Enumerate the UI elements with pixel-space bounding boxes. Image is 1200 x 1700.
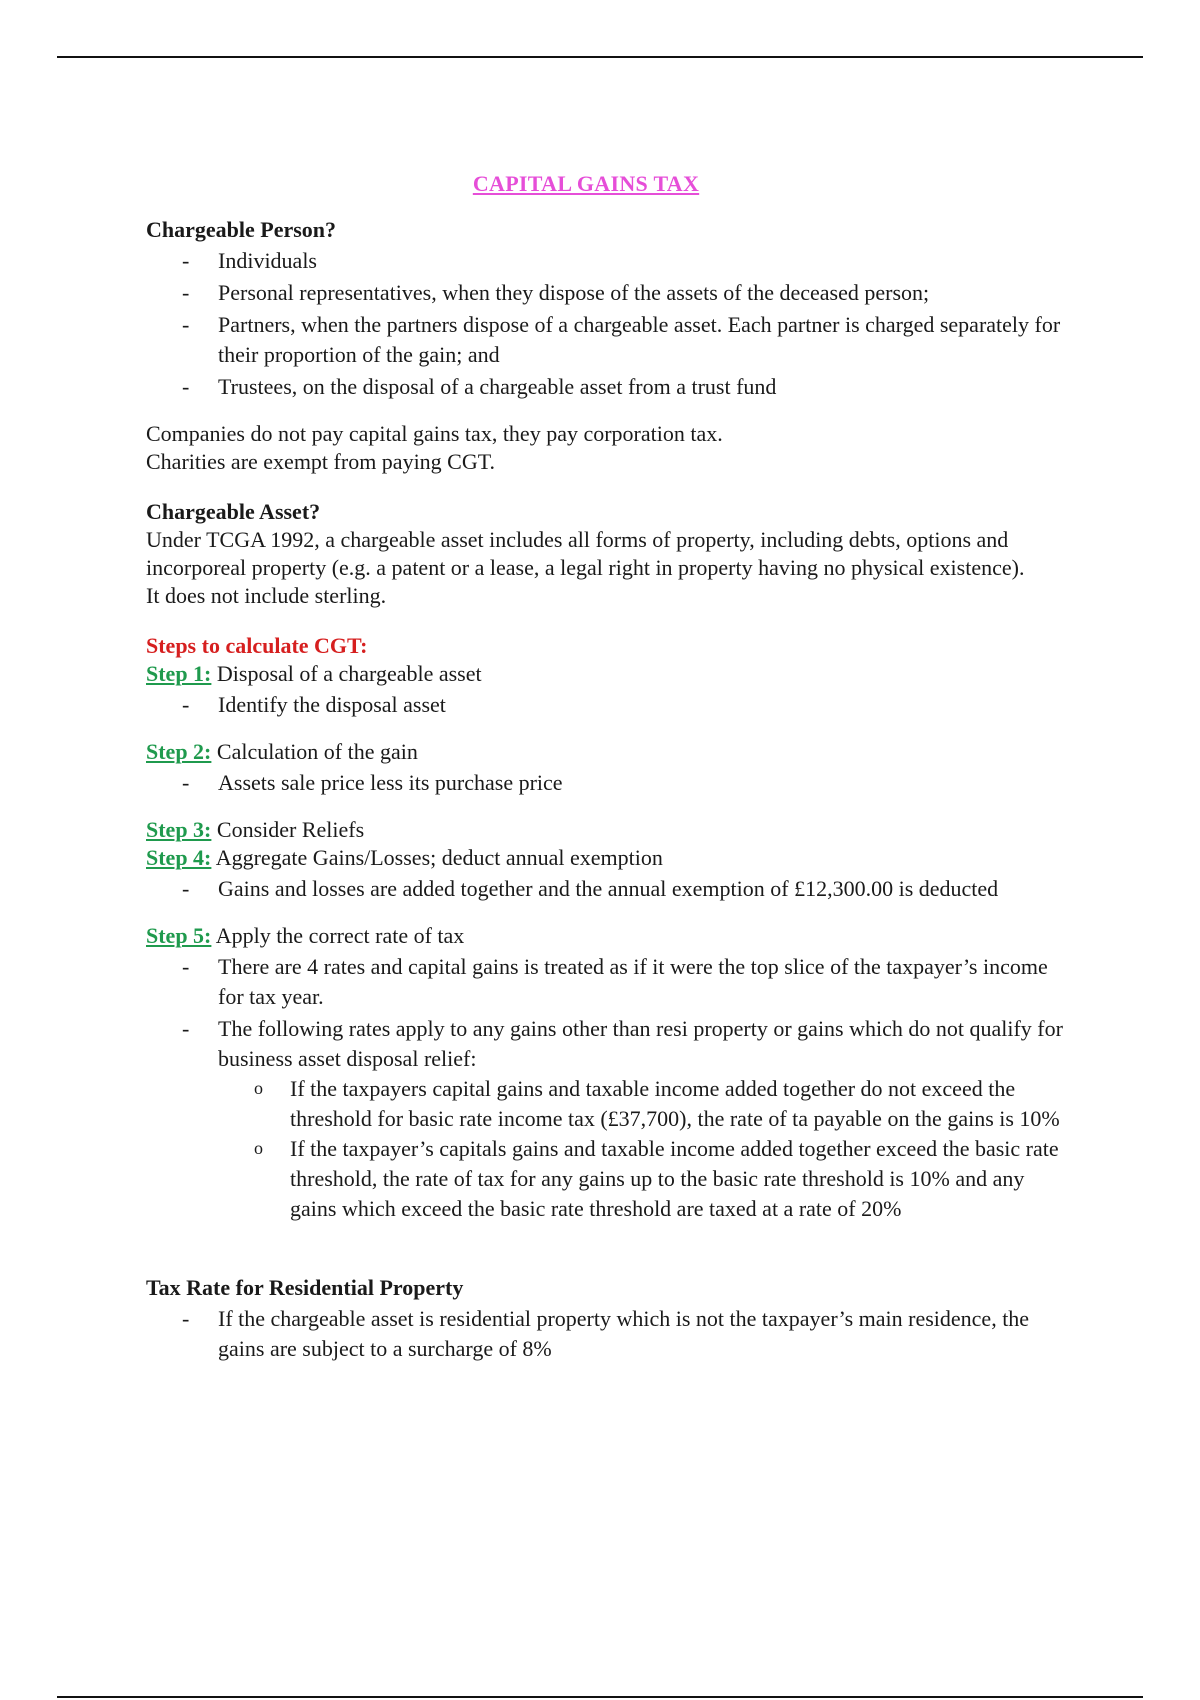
step-5-list [146,952,1066,1224]
charities-note: Charities are exempt from paying CGT. [146,449,496,474]
sublist-item: o If the taxpayers capital gains and taxable income added together do not exceed the threshold for basic rate income tax (£37,700), the rate of ta payable on the gains is 10% [218,1074,1066,1134]
step-4 [146,844,1066,872]
list-item: - If the chargeable asset is residential property which is not the taxpayer’s main residence, the gains are subject to a surcharge of 8% [146,1304,1066,1364]
step-2 [146,738,1066,766]
step-1-list [146,690,1066,720]
list-item: - Personal representatives, when they dispose of the assets of the deceased person; [146,278,1066,308]
step-2-title: Calculation of the gain [216,739,418,764]
sublist-item: o If the taxpayer’s capitals gains and taxable income added together exceed the basic rate threshold, the rate of tax for any gains up to the basic rate threshold is 10% and any gains which exceed the basic rate threshold are taxed at a rate of 20% [218,1134,1066,1224]
chargeable-asset-exclusion: It does not include sterling. [146,583,387,608]
chargeable-asset-definition: Under TCGA 1992, a chargeable asset includes all forms of property, including debts, options and incorporeal property (e.g. a patent or a lease, a legal right in property having no physical existence). [146,527,1025,580]
list-item: - There are 4 rates and capital gains is treated as if it were the top slice of the taxpayer’s income for tax year. [146,952,1066,1012]
list-item: - Partners, when the partners dispose of a chargeable asset. Each partner is charged separately for their proportion of the gain; and [146,310,1066,370]
step-4-title: Aggregate Gains/Losses; deduct annual exemption [215,845,663,870]
companies-note: Companies do not pay capital gains tax, they pay corporation tax. [146,421,723,446]
list-item: - Trustees, on the disposal of a chargeable asset from a trust fund [146,372,1066,402]
step-3-title: Consider Reliefs [216,817,365,842]
list-item: - Gains and losses are added together and the annual exemption of £12,300.00 is deducted [146,874,1066,904]
top-rule [57,56,1143,58]
chargeable-asset-heading: Chargeable Asset? [146,499,321,524]
step-5-title: Apply the correct rate of tax [215,923,465,948]
chargeable-person-heading: Chargeable Person? [146,217,337,242]
bottom-rule [57,1696,1143,1698]
list-item: - Assets sale price less its purchase price [146,768,1066,798]
list-item: - Individuals [146,246,1066,276]
chargeable-person-list [146,246,1066,402]
step-1-title: Disposal of a chargeable asset [216,661,482,686]
step-2-label: Step 2: [146,739,212,764]
list-item-text: The following rates apply to any gains other than resi property or gains which do not qualify for business asset disposal relief: [218,1016,1063,1071]
step-1 [146,660,1066,688]
document-title: CAPITAL GAINS TAX [472,171,700,196]
step-2-list [146,768,1066,798]
list-item: - Identify the disposal asset [146,690,1066,720]
rates-sublist [218,1074,1066,1224]
step-1-label: Step 1: [146,661,212,686]
residential-heading: Tax Rate for Residential Property [146,1275,464,1300]
step-4-list [146,874,1066,904]
step-4-label: Step 4: [146,845,212,870]
residential-list [146,1304,1066,1364]
step-3 [146,816,1066,844]
list-item [146,1014,1066,1224]
step-5 [146,922,1066,950]
document-body [146,170,1066,1366]
step-3-label: Step 3: [146,817,212,842]
steps-heading: Steps to calculate CGT: [146,633,368,658]
step-5-label: Step 5: [146,923,212,948]
